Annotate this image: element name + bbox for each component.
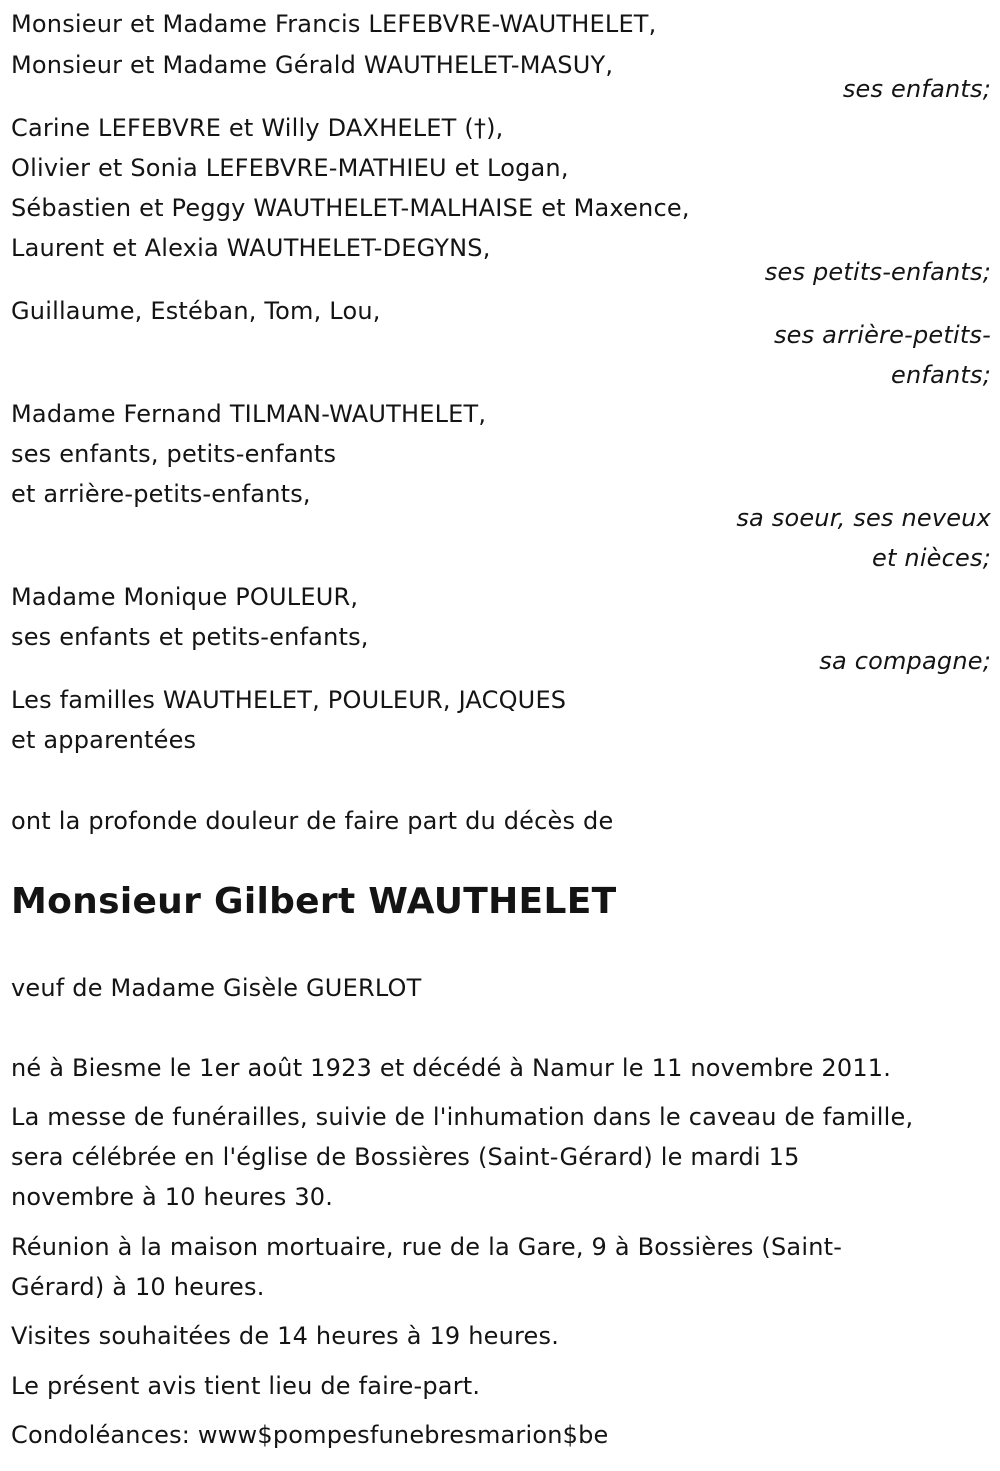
companion-role: sa compagne; — [819, 647, 991, 675]
grandchildren-line-3: Sébastien et Peggy WAUTHELET-MALHAISE et Maxence, — [11, 194, 690, 222]
deceased-name: Monsieur Gilbert WAUTHELET — [11, 881, 617, 922]
birth-death-dates: né à Biesme le 1er août 1923 et décédé à Namur le 11 novembre 2011. — [11, 1054, 892, 1082]
families-line-2: et apparentées — [11, 726, 197, 754]
sister-role-2: et nièces; — [872, 544, 991, 572]
funeral-line-2: sera célébrée en l'église de Bossières (Saint-Gérard) le mardi 15 — [11, 1143, 800, 1171]
great-grandchildren-role-2: enfants; — [891, 361, 991, 389]
children-role: ses enfants; — [842, 75, 991, 103]
children-line-2: Monsieur et Madame Gérald WAUTHELET-MASUY, — [11, 51, 614, 79]
grandchildren-line-1: Carine LEFEBVRE et Willy DAXHELET (†), — [11, 114, 504, 142]
companion-line-2: ses enfants et petits-enfants, — [11, 623, 369, 651]
widower-of: veuf de Madame Gisèle GUERLOT — [11, 974, 422, 1002]
great-grandchildren-line: Guillaume, Estéban, Tom, Lou, — [11, 297, 381, 325]
announcement: ont la profonde douleur de faire part du décès de — [11, 807, 614, 835]
great-grandchildren-role-1: ses arrière-petits- — [773, 321, 991, 349]
grandchildren-line-4: Laurent et Alexia WAUTHELET-DEGYNS, — [11, 234, 491, 262]
funeral-line-1: La messe de funérailles, suivie de l'inhumation dans le caveau de famille, — [11, 1103, 914, 1131]
sister-line-1: Madame Fernand TILMAN-WAUTHELET, — [11, 400, 487, 428]
companion-line-1: Madame Monique POULEUR, — [11, 583, 359, 611]
sister-line-3: et arrière-petits-enfants, — [11, 480, 311, 508]
gathering-line-2: Gérard) à 10 heures. — [11, 1273, 265, 1301]
families-line-1: Les familles WAUTHELET, POULEUR, JACQUES — [11, 686, 567, 714]
children-line-1: Monsieur et Madame Francis LEFEBVRE-WAUTHELET, — [11, 10, 657, 38]
notice: Le présent avis tient lieu de faire-part. — [11, 1372, 481, 1400]
condolences: Condoléances: www$pompesfunebresmarion$be — [11, 1421, 609, 1449]
visits: Visites souhaitées de 14 heures à 19 heures. — [11, 1322, 560, 1350]
grandchildren-line-2: Olivier et Sonia LEFEBVRE-MATHIEU et Logan, — [11, 154, 569, 182]
sister-role-1: sa soeur, ses neveux — [736, 504, 991, 532]
funeral-line-3: novembre à 10 heures 30. — [11, 1183, 334, 1211]
sister-line-2: ses enfants, petits-enfants — [11, 440, 337, 468]
gathering-line-1: Réunion à la maison mortuaire, rue de la Gare, 9 à Bossières (Saint- — [11, 1233, 843, 1261]
grandchildren-role: ses petits-enfants; — [764, 258, 991, 286]
